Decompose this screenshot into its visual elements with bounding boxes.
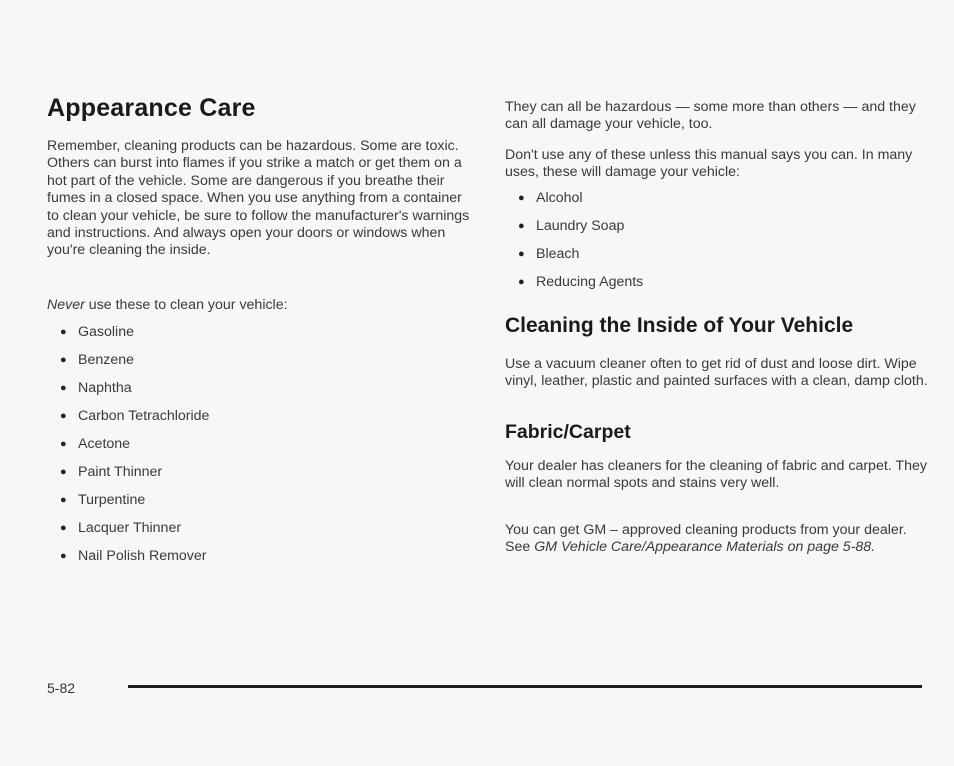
list-item-label: Nail Polish Remover: [78, 548, 207, 564]
list-item: [47, 548, 472, 576]
dont-use-paragraph: Don't use any of these unless this manual says you can. In many uses, these will damage your vehicle:: [505, 147, 913, 181]
bullet-icon: ●: [60, 382, 67, 394]
cleaning-heading: Cleaning the Inside of Your Vehicle: [505, 314, 854, 337]
bullet-icon: ●: [518, 276, 525, 288]
list-item: [47, 352, 472, 380]
list-item: [505, 274, 930, 302]
bullet-icon: ●: [60, 410, 67, 422]
bullet-icon: ●: [60, 354, 67, 366]
never-use-list: [47, 324, 472, 576]
list-item-label: Lacquer Thinner: [78, 520, 182, 536]
list-item: [505, 246, 930, 274]
list-item: [47, 464, 472, 492]
list-item-label: Naphtha: [78, 380, 132, 396]
cleaning-paragraph: Use a vacuum cleaner often to get rid of dust and loose dirt. Wipe vinyl, leather, plastic and painted surfaces with a clean, damp cloth.: [505, 356, 928, 390]
fabric-paragraph: Your dealer has cleaners for the cleaning of fabric and carpet. They will clean normal spots and stains very well.: [505, 458, 927, 492]
bullet-icon: ●: [60, 494, 67, 506]
bullet-icon: ●: [60, 438, 67, 450]
page-title: Appearance Care: [47, 94, 256, 122]
gm-paragraph: [505, 522, 930, 557]
gm-reference-link[interactable]: GM Vehicle Care/Appearance Materials on page 5-88.: [534, 539, 876, 556]
bullet-icon: ●: [60, 466, 67, 478]
bullet-icon: ●: [60, 550, 67, 562]
intro-paragraph: Remember, cleaning products can be hazardous. Some are toxic. Others can burst into flames if you strike a match or get them on a hot part of the vehicle. Some are dangerous if you breathe their fumes in a closed space. When you use anything from a container to clean your vehicle, be sure to follow the manufacturer's warnings and instructions. And always open your doors or windows when you're cleaning the inside.: [47, 138, 470, 259]
list-item-label: Carbon Tetrachloride: [78, 408, 210, 424]
hazard-paragraph: They can all be hazardous — some more than others — and they can all damage your vehicle, too.: [505, 99, 916, 133]
list-item-label: Alcohol: [536, 190, 583, 206]
list-item: [47, 380, 472, 408]
gm-text: You can get GM – approved cleaning products from your dealer. See: [505, 522, 907, 556]
list-item-label: Bleach: [536, 246, 580, 262]
list-item-label: Turpentine: [78, 492, 146, 508]
bullet-icon: ●: [60, 522, 67, 534]
fabric-heading-block: [505, 421, 930, 444]
page-number: 5-82: [47, 680, 76, 696]
list-item: [47, 436, 472, 464]
bullet-icon: ●: [518, 192, 525, 204]
list-item: [47, 408, 472, 436]
never-emphasis: Never: [47, 297, 85, 313]
fabric-heading: Fabric/Carpet: [505, 421, 631, 443]
list-item-label: Reducing Agents: [536, 274, 644, 290]
list-item-label: Benzene: [78, 352, 135, 368]
never-rest: use these to clean your vehicle:: [84, 297, 288, 313]
list-item-label: Gasoline: [78, 324, 134, 340]
footer-rule: [128, 685, 922, 688]
list-item: [505, 190, 930, 218]
list-item-label: Paint Thinner: [78, 464, 163, 480]
bullet-icon: ●: [60, 326, 67, 338]
cleaning-heading-block: [505, 314, 935, 338]
list-item: [47, 324, 472, 352]
list-item: [47, 492, 472, 520]
list-item-label: Laundry Soap: [536, 218, 625, 234]
damaging-list: [505, 190, 930, 302]
list-item-label: Acetone: [78, 436, 131, 452]
list-item: [47, 520, 472, 548]
list-item: [505, 218, 930, 246]
never-paragraph: [47, 297, 472, 314]
bullet-icon: ●: [518, 220, 525, 232]
bullet-icon: ●: [518, 248, 525, 260]
